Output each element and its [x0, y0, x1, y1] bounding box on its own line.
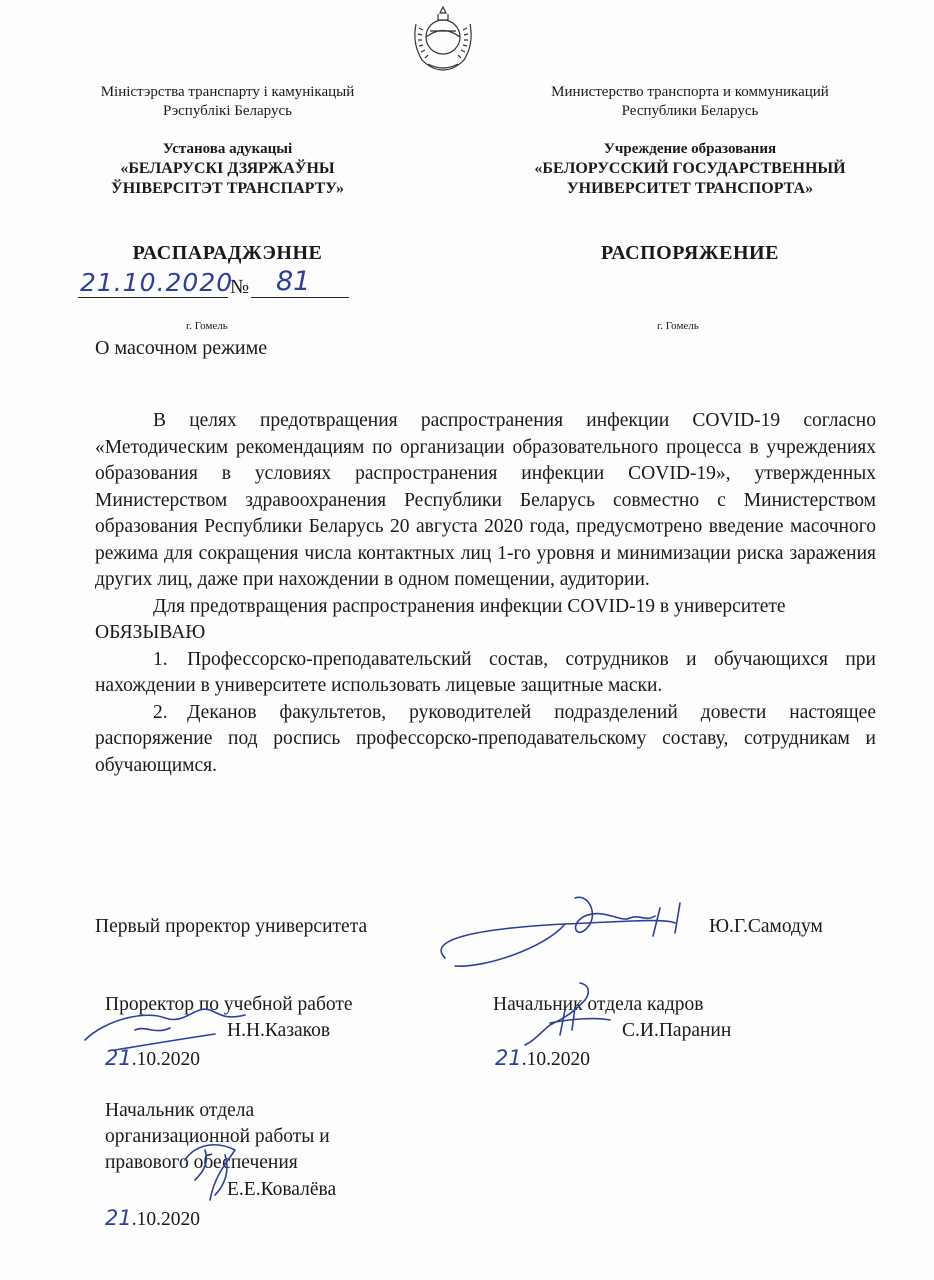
main-signature-handwritten — [425, 888, 705, 978]
handwritten-number: 81 — [276, 266, 311, 297]
order-item-1: 1. Профессорско-преподавательский состав, сотрудников и обучающихся при нахождении в университете использовать лицевые защитные маски. — [95, 648, 876, 696]
handwritten-day: 21 — [495, 1046, 522, 1070]
approver-3-signature — [155, 1120, 275, 1210]
university-name-belarusian — [60, 159, 395, 199]
city-russian: г. Гомель — [657, 320, 699, 332]
approver-2-name: С.И.Паранин — [622, 1020, 732, 1041]
handwritten-day: 21 — [105, 1206, 132, 1230]
university-line: «БЕЛАРУСКІ ДЗЯРЖАЎНЫ — [120, 160, 335, 177]
university-line: УНИВЕРСИТЕТ ТРАНСПОРТА» — [566, 180, 814, 197]
position-line: правового обеспечения — [105, 1152, 298, 1173]
ministry-line: Республики Беларусь — [621, 103, 759, 119]
position-line: организационной работы и — [105, 1126, 330, 1147]
handwritten-day: 21 — [105, 1046, 132, 1070]
ministry-line: Міністэрства транспарту і камунікацый — [100, 84, 355, 100]
belarus-coat-of-arms-icon — [408, 4, 478, 74]
doc-title-belarusian: РАСПАРАДЖЭННЕ — [132, 242, 323, 264]
approver-1-name: Н.Н.Казаков — [227, 1020, 331, 1041]
coat-of-arms-emblem — [408, 4, 478, 74]
approver-3-name: Е.Е.Ковалёва — [227, 1179, 337, 1200]
doc-title-russian: РАСПОРЯЖЕНИЕ — [601, 242, 779, 264]
ministry-line: Министерство транспорта и коммуникаций — [551, 84, 829, 100]
ministry-name-belarusian — [60, 83, 395, 121]
institution-name-russian — [505, 140, 875, 159]
approver-2-position: Начальник отдела кадров — [493, 994, 704, 1015]
document-body — [95, 408, 876, 779]
institution-name-belarusian — [60, 140, 395, 159]
ministry-name-russian — [505, 83, 875, 121]
institution-type: Установа адукацыі — [162, 141, 293, 157]
paragraph-prevention: Для предотвращения распространения инфекции COVID-19 в университете — [153, 595, 786, 617]
main-signer-name: Ю.Г.Самодум — [709, 916, 823, 937]
number-label: № — [230, 276, 250, 298]
university-line: ЎНІВЕРСІТЭТ ТРАНСПАРТУ» — [110, 180, 345, 197]
date-suffix: .10.2020 — [521, 1049, 590, 1070]
institution-type: Учреждение образования — [603, 141, 777, 157]
university-line: «БЕЛОРУССКИЙ ГОСУДАРСТВЕННЫЙ — [534, 160, 846, 177]
order-item-2: 2. Деканов факультетов, руководителей подразделений довести настоящее распоряжение под роспись профессорско-преподавательскому составу, сотрудникам и обучающимся. — [95, 701, 876, 776]
registration-line — [78, 268, 353, 302]
date-underline — [78, 297, 228, 298]
number-underline — [251, 297, 349, 298]
approver-1-position: Проректор по учебной работе — [105, 994, 353, 1015]
approver-2-signature — [480, 975, 630, 1055]
directive-word: ОБЯЗЫВАЮ — [95, 622, 206, 643]
handwritten-date: 21.10.2020 — [80, 268, 234, 297]
main-signer-position: Первый проректор университета — [95, 916, 368, 937]
paragraph-purpose: В целях предотвращения распространения инфекции COVID-19 согласно «Методическим рекомендациям по организации образовательного процесса в учреждениях образования в условиях распространения инфекции COVID-19», утвержденных Министерством здравоохранения Республики Беларусь совместно с Министерством образования Республики Беларусь 20 августа 2020 года, предусмотрено введение масочного режима для сокращения числа контактных лиц 1-го уровня и минимизации риска заражения других лиц, даже при нахождении в одном помещении, аудитории. — [95, 410, 876, 590]
city-belarusian: г. Гомель — [186, 320, 228, 332]
position-line: Начальник отдела — [105, 1100, 255, 1121]
university-name-russian — [505, 159, 875, 199]
date-suffix: .10.2020 — [131, 1049, 200, 1070]
ministry-line: Рэспублікі Беларусь — [163, 103, 292, 119]
document-subject: О масочном режиме — [95, 337, 268, 359]
approver-1-signature — [75, 990, 255, 1060]
date-suffix: .10.2020 — [131, 1209, 200, 1230]
